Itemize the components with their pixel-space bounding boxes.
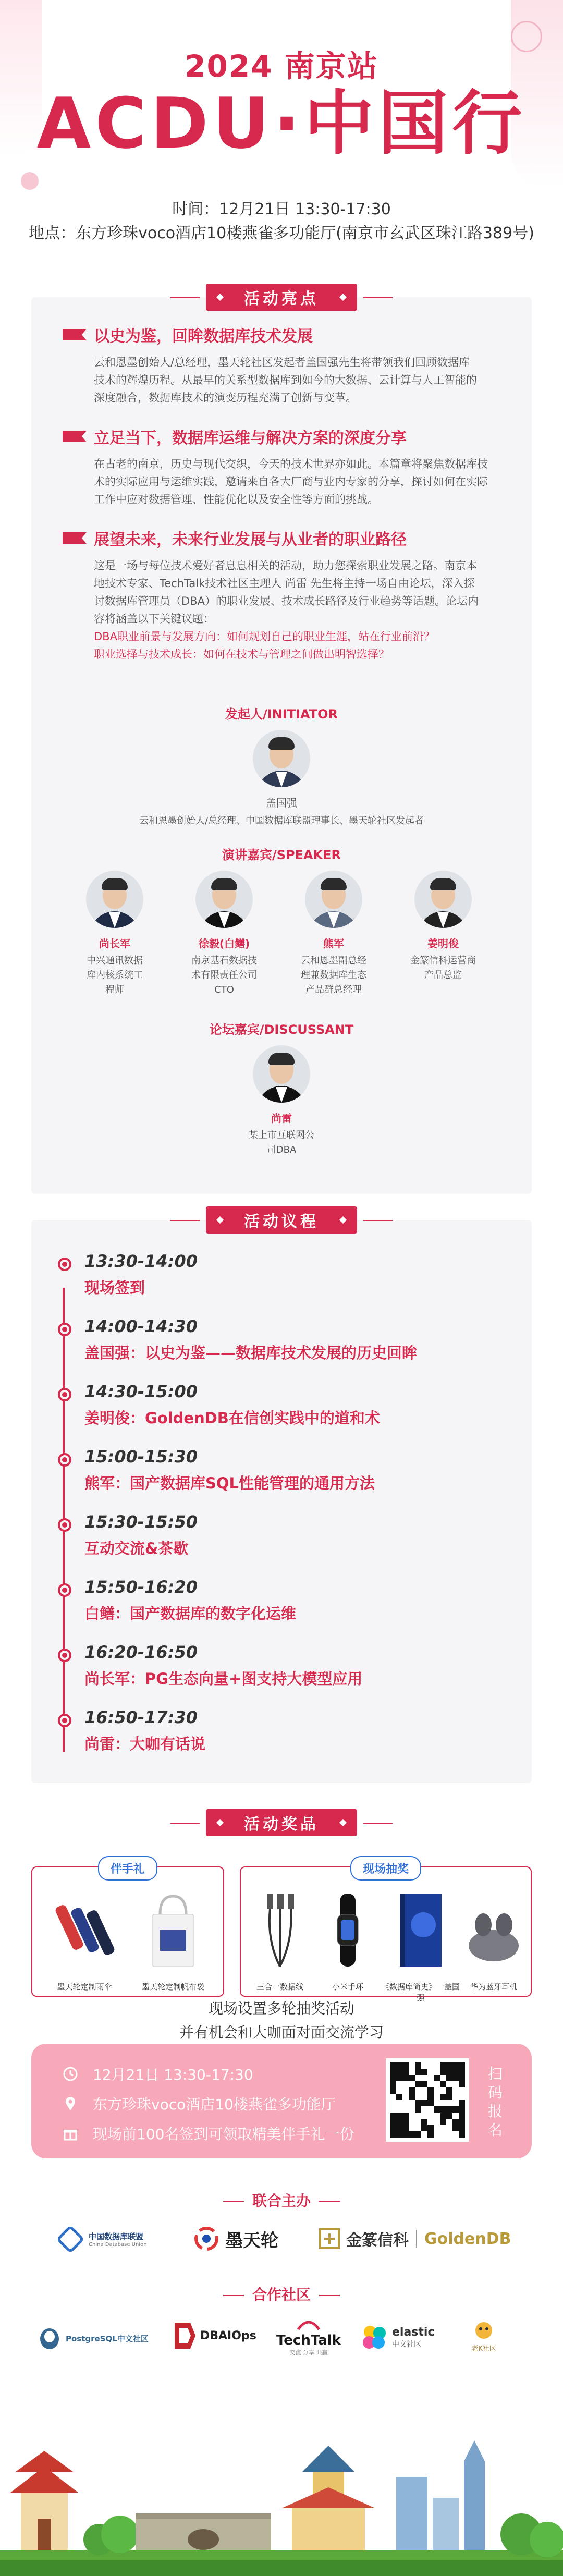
avatar — [86, 871, 143, 928]
flag-icon — [63, 532, 87, 544]
lottery-label: 现场抽奖 — [350, 1856, 421, 1881]
agenda-time: 16:50-17:30 — [84, 1707, 198, 1727]
card-time-row — [63, 2064, 253, 2084]
agenda-item — [53, 1382, 512, 1428]
laok-community-icon — [469, 2320, 498, 2343]
highlights-heading — [206, 284, 357, 311]
registration-card — [31, 2044, 532, 2158]
speaker-title-line: 库内核系统工 — [87, 970, 143, 981]
agenda-time: 16:20-16:50 — [84, 1642, 198, 1662]
community-name: DBAIOps — [200, 2329, 256, 2342]
postgresql-elephant-icon — [36, 2325, 63, 2351]
highlight-2-line: 工作中应对数据管理、性能优化以及安全性等方面的挑战。 — [94, 493, 378, 506]
avatar — [195, 871, 253, 928]
address-label: 地点： — [29, 224, 76, 242]
highlight-3-line: 容将涵盖以下关键议题： — [94, 613, 214, 625]
host-name: GoldenDB — [424, 2229, 511, 2248]
speaker-card — [172, 871, 276, 997]
discussant-role: 论坛嘉宾/DISCUSSANT — [209, 1022, 354, 1037]
prizes-heading — [206, 1809, 357, 1836]
card-place-row — [63, 2093, 336, 2114]
community-logo — [172, 2320, 256, 2351]
card-time: 12月21日 13:30-17:30 — [93, 2066, 253, 2083]
timeline-dot-icon — [58, 1583, 71, 1597]
agenda-title: 尚雷：大咖有话说 — [84, 1735, 206, 1753]
highlight-3-line: 地技术专家、TechTalk技术社区主理人 尚雷 先生将主持一场自由论坛，深入探 — [94, 577, 475, 590]
scan-to-register-label: 扫码报名 — [487, 2065, 503, 2139]
agenda-title: 互动交流&茶歇 — [84, 1540, 189, 1557]
speaker-title-line: 云和恩墨副总经 — [301, 955, 366, 966]
speaker-title-line: 程师 — [105, 984, 124, 995]
timeline-dot-icon — [58, 1258, 71, 1271]
header — [0, 0, 563, 255]
elastic-icon — [360, 2323, 389, 2352]
modb-icon — [193, 2225, 220, 2252]
discussant-title-line: 司DBA — [266, 1144, 297, 1155]
database-union-icon — [57, 2226, 83, 2252]
speaker-role: 演讲嘉宾/SPEAKER — [222, 848, 341, 862]
highlight-2 — [63, 425, 500, 508]
discussant-name: 尚雷 — [271, 1112, 292, 1125]
time-value: 12月21日 13:30-17:30 — [219, 200, 391, 218]
avatar — [305, 871, 362, 928]
highlight-1-line: 技术的辉煌历程。从最早的关系型数据库到如今的大数据、云计算与人工智能的 — [94, 374, 477, 386]
smart-band-icon — [314, 1888, 382, 1977]
gift-box — [31, 1863, 224, 1997]
speaker-title-line: 产品群总经理 — [305, 984, 362, 995]
cable-icon — [246, 1888, 314, 1977]
highlight-3 — [63, 527, 500, 663]
avatar — [253, 730, 310, 787]
timeline-dot-icon — [58, 1323, 71, 1336]
highlight-2-line: 在古老的南京，历史与现代交织，今天的技术世界亦如此。本篇章将聚焦数据库技 — [94, 458, 488, 470]
host-sub: China Database Union — [89, 2242, 147, 2248]
prize-caption: 三合一数据线 — [256, 1982, 303, 1992]
community-logo — [360, 2323, 435, 2352]
community-sub: 中文社区 — [392, 2340, 421, 2349]
agenda-time: 13:30-14:00 — [84, 1251, 198, 1271]
prize-caption: 墨天轮定制雨伞 — [57, 1982, 112, 1992]
agenda-heading — [206, 1206, 357, 1234]
agenda-item — [53, 1251, 512, 1298]
community-sub: 交流 分享 共赢 — [289, 2349, 328, 2356]
agenda-item — [53, 1707, 512, 1754]
prize-item — [314, 1888, 382, 1992]
agenda-title: 白鳝：国产数据库的数字化运维 — [84, 1605, 297, 1622]
community-logo — [36, 2325, 149, 2351]
highlight-3-question: 职业选择与技术成长：如何在技术与管理之间做出明智选择？ — [94, 648, 389, 661]
community-name: TechTalk — [276, 2333, 341, 2348]
highlight-3-line: 讨数据库管理员（DBA）的职业发展、技术成长路径及行业趋势等话题。论坛内 — [94, 595, 479, 607]
timeline-dot-icon — [58, 1453, 71, 1467]
speaker-title-line: 理兼数据库生态 — [301, 970, 366, 981]
initiator-name: 盖国强 — [266, 797, 297, 809]
agenda-item — [53, 1577, 512, 1623]
agenda-title: 熊军：国产数据库SQL性能管理的通用方法 — [84, 1474, 375, 1492]
clock-icon — [63, 2066, 78, 2082]
prize-item — [382, 1888, 460, 2003]
techtalk-icon — [296, 2315, 322, 2333]
agenda-time: 15:00-15:30 — [84, 1447, 198, 1467]
location-icon — [63, 2096, 78, 2111]
draw-info — [0, 1997, 563, 2045]
highlight-3-title: 展望未来，未来行业发展与从业者的职业路径 — [94, 531, 407, 549]
agenda-title: 现场签到 — [84, 1279, 145, 1297]
tote-bag-icon — [137, 1888, 210, 1977]
agenda-title: 姜明俊：GoldenDB在信创实践中的道和术 — [84, 1409, 380, 1427]
initiator-title: 云和恩墨创始人/总经理、中国数据库联盟理事长、墨天轮社区发起者 — [139, 815, 424, 826]
highlights-section — [31, 290, 532, 1194]
flag-icon — [63, 431, 87, 442]
prize-caption: 小米手环 — [332, 1982, 363, 1992]
speaker-card — [63, 871, 167, 997]
initiator-card — [229, 730, 334, 810]
agenda-item — [53, 1512, 512, 1558]
speaker-card — [391, 871, 495, 983]
draw-line-1: 现场设置多轮抽奖活动 — [208, 2000, 354, 2017]
agenda-time: 15:50-16:20 — [84, 1577, 198, 1597]
timeline-dot-icon — [58, 1649, 71, 1662]
speaker-title-line: 南京基石数据技 — [191, 955, 257, 966]
card-gift: 现场前100名签到可领取精美伴手礼一份 — [93, 2126, 354, 2143]
timeline-dot-icon — [58, 1388, 71, 1401]
highlight-2-title: 立足当下，数据库运维与解决方案的深度分享 — [94, 429, 407, 447]
speaker-name: 徐毅(白鳝) — [198, 937, 250, 950]
prize-item — [48, 1888, 121, 1992]
highlight-3-question: DBA职业前景与发展方向：如何规划自己的职业生涯，站在行业前沿？ — [94, 630, 435, 643]
agenda-heading-text: 活动议程 — [244, 1213, 319, 1231]
highlight-1-line: 云和恩墨创始人/总经理，墨天轮社区发起者盖国强先生将带领我们回顾数据库 — [94, 356, 470, 369]
highlight-2-line: 术的实际应用与运维实践，邀请来自各大厂商与业内专家的分享，探讨如何在实际 — [94, 475, 488, 488]
time-label: 时间： — [172, 200, 219, 218]
prizes-section — [31, 1809, 532, 2002]
card-gift-row — [63, 2123, 354, 2144]
prize-item — [137, 1888, 210, 1992]
decor-dot — [21, 172, 39, 190]
event-address — [0, 220, 563, 243]
initiator-role: 发起人/INITIATOR — [225, 707, 338, 722]
agenda-time: 14:00-14:30 — [84, 1316, 198, 1336]
agenda-time: 14:30-15:00 — [84, 1382, 198, 1401]
prize-caption: 墨天轮定制帆布袋 — [141, 1982, 204, 1992]
highlight-3-line: 这是一场与每位技术爱好者息息相关的活动，助力您探索职业发展之路。南京本 — [94, 559, 477, 572]
prize-caption: 华为蓝牙耳机 — [470, 1982, 517, 1992]
speaker-title-line: 中兴通讯数据 — [87, 955, 143, 966]
draw-line-2: 并有机会和大咖面对面交流学习 — [179, 2024, 384, 2041]
logo-divider — [416, 2230, 417, 2248]
earbuds-icon — [460, 1888, 528, 1977]
umbrella-icon — [48, 1888, 121, 1977]
host-logo — [193, 2225, 278, 2252]
hosts-heading: 联合主办 — [0, 2190, 563, 2211]
agenda-section — [31, 1213, 532, 1783]
community-name: elastic — [392, 2325, 435, 2339]
discussant-title-line: 某上市互联网公 — [249, 1130, 314, 1141]
prize-caption: 《数据库简史》一盖国强 — [382, 1982, 460, 2003]
speaker-title-line: CTO — [214, 984, 234, 995]
community-name: 老K社区 — [471, 2345, 496, 2353]
host-logo — [318, 2227, 511, 2250]
lottery-box — [240, 1863, 532, 2003]
community-name: PostgreSQL中文社区 — [66, 2334, 149, 2343]
host-logo — [57, 2226, 147, 2252]
jinzhuan-icon — [318, 2227, 341, 2250]
highlight-1-title: 以史为鉴，回眸数据库技术发展 — [94, 327, 313, 346]
gift-label: 伴手礼 — [98, 1856, 157, 1881]
nanjing-skyline-illustration — [0, 2430, 563, 2576]
discussant-card — [229, 1045, 334, 1157]
speaker-name: 尚长军 — [99, 937, 130, 950]
speaker-title-line: 术有限责任公司 — [191, 970, 257, 981]
agenda-item — [53, 1447, 512, 1493]
host-name: 中国数据库联盟 — [89, 2232, 144, 2241]
flag-icon — [63, 329, 87, 340]
speaker-title-line: 金篆信科运营商 — [410, 955, 476, 966]
timeline-dot-icon — [58, 1518, 71, 1532]
agenda-item — [53, 1316, 512, 1363]
highlight-1-line: 深度融合，数据库技术的演变历程充满了创新与变革。 — [94, 392, 357, 404]
event-title: ACDU·中国行 — [36, 83, 527, 164]
qr-code-icon[interactable] — [386, 2058, 469, 2142]
agenda-title: 尚长军：PG生态向量+图支持大模型应用 — [84, 1670, 363, 1688]
address-value: 东方珍珠voco酒店10楼燕雀多功能厅(南京市玄武区珠江路389号) — [76, 224, 534, 242]
avatar — [253, 1045, 310, 1103]
host-name: 墨天轮 — [225, 2230, 278, 2251]
agenda-item — [53, 1642, 512, 1689]
speaker-name: 熊军 — [323, 937, 344, 950]
speaker-title-line: 产品总监 — [424, 970, 462, 981]
gift-icon — [63, 2126, 78, 2141]
highlights-heading-text: 活动亮点 — [244, 290, 319, 308]
host-name: 金篆信科 — [346, 2231, 409, 2250]
event-time — [0, 196, 563, 219]
community-logo — [276, 2315, 341, 2357]
prize-item — [246, 1888, 314, 1992]
communities-heading: 合作社区 — [0, 2284, 563, 2304]
book-icon — [382, 1888, 460, 1977]
agenda-title: 盖国强：以史为鉴——数据库技术发展的历史回眸 — [84, 1344, 418, 1362]
avatar — [414, 871, 472, 928]
prize-item — [460, 1888, 528, 1992]
agenda-time: 15:30-15:50 — [84, 1512, 198, 1532]
dbaiops-icon — [172, 2320, 198, 2351]
highlight-1 — [63, 323, 500, 407]
card-place: 东方珍珠voco酒店10楼燕雀多功能厅 — [93, 2096, 336, 2113]
speaker-card — [282, 871, 386, 997]
event-subtitle: 2024 南京站 — [185, 48, 378, 84]
prizes-heading-text: 活动奖品 — [244, 1815, 319, 1834]
community-logo — [469, 2320, 498, 2353]
timeline-dot-icon — [58, 1714, 71, 1727]
speaker-name: 姜明俊 — [427, 937, 459, 950]
